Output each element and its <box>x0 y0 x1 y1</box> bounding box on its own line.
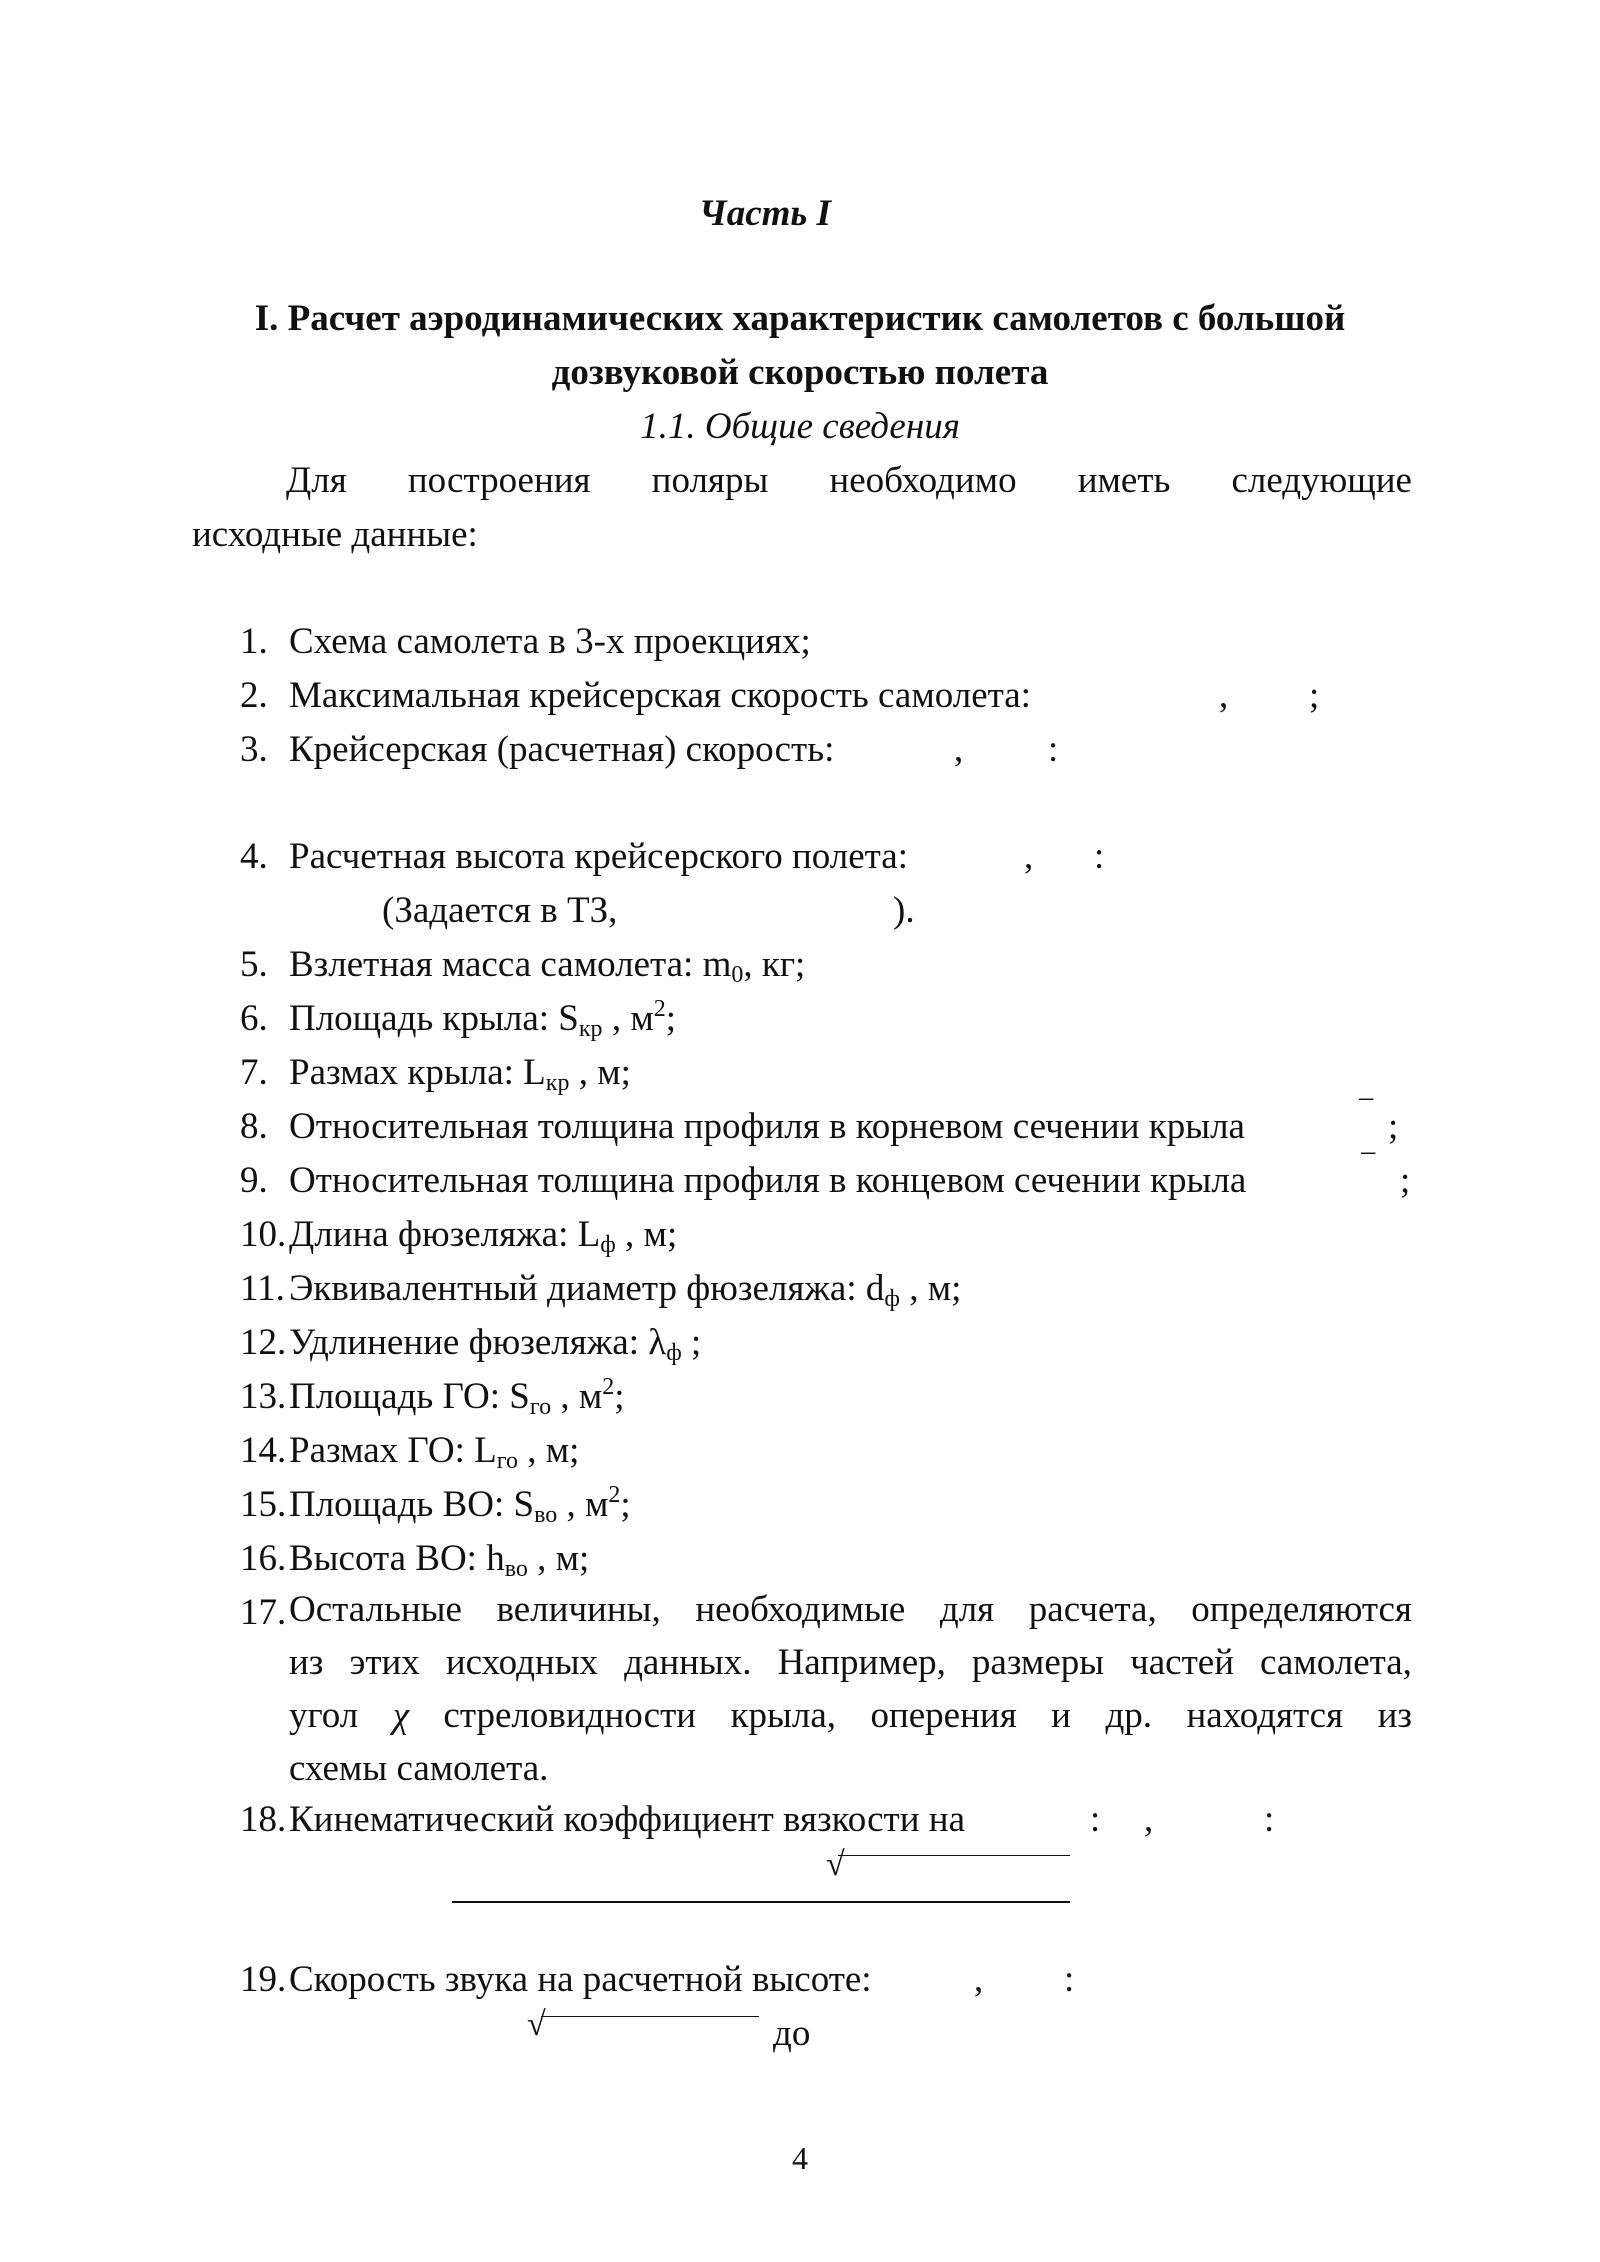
subscript: 0 <box>731 962 744 988</box>
list-number: 19. <box>240 1959 287 2000</box>
list-number: 7. <box>240 1052 268 1093</box>
list-paragraph <box>289 1583 1412 1795</box>
fraction-bar <box>452 1901 1070 1903</box>
subscript: кр <box>545 1070 570 1096</box>
subscript: ф <box>884 1286 900 1312</box>
word: угол <box>289 1695 359 1736</box>
subscript: во <box>504 1556 528 1582</box>
list-number: 6. <box>240 998 268 1039</box>
subscript: во <box>534 1502 558 1528</box>
word: и <box>1051 1695 1071 1736</box>
word: размеры <box>971 1642 1105 1683</box>
list-text-end: ; <box>665 998 677 1039</box>
list-text <box>289 1375 625 1418</box>
overline-mark: ‾ <box>1362 1150 1375 1191</box>
separator: , <box>1024 836 1034 877</box>
root-vinculum <box>838 1855 1070 1856</box>
list-text <box>289 997 676 1040</box>
word: Например, <box>777 1642 946 1683</box>
word: необходимые <box>695 1589 906 1630</box>
separator: , <box>974 1959 984 2000</box>
list-text: Относительная толщина профиля в корневом сечении крыла <box>289 1106 1245 1147</box>
list-text-tail: , м; <box>527 1538 590 1579</box>
word: стреловидности <box>443 1695 697 1736</box>
word: др. <box>1105 1695 1153 1736</box>
intro-word: поляры <box>651 460 769 501</box>
separator: , <box>1144 1799 1154 1840</box>
separator: : <box>1264 1799 1275 1840</box>
superscript: 2 <box>608 1482 621 1508</box>
list-number: 5. <box>240 944 268 985</box>
list-text <box>289 943 805 986</box>
list-text-end: ; <box>614 1376 625 1417</box>
list-text-tail: , м <box>602 998 654 1039</box>
page-number: 4 <box>792 2140 808 2176</box>
list-number: 15. <box>240 1484 287 1525</box>
list-number: 12. <box>240 1322 287 1363</box>
intro-line-1 <box>192 459 1412 502</box>
list-text-main: Площадь ВО: S <box>289 1484 535 1525</box>
sqrt-symbol: √ <box>826 1846 845 1883</box>
superscript: 2 <box>602 1374 615 1400</box>
list-text-tail: , м <box>551 1376 603 1417</box>
note-open: (Задается в ТЗ, <box>382 890 618 931</box>
word: величины, <box>496 1589 661 1630</box>
subscript: го <box>496 1448 518 1474</box>
word: оперения <box>870 1695 1017 1736</box>
intro-word: необходимо <box>829 460 1017 501</box>
list-number: 11. <box>240 1268 285 1309</box>
list-text-main: Площадь крыла: S <box>289 998 579 1039</box>
subscript: кр <box>578 1016 603 1042</box>
word: из <box>289 1642 324 1683</box>
subscript: го <box>529 1394 552 1420</box>
list-text-main: Высота ВО: h <box>289 1538 505 1579</box>
list-text: Расчетная высота крейсерского полета: <box>289 836 908 877</box>
intro-word: построения <box>407 460 591 501</box>
list-text: Крейсерская (расчетная) скорость: <box>289 729 835 770</box>
list-number: 9. <box>240 1160 268 1201</box>
list-text: Кинематический коэффициент вязкости на <box>289 1799 965 1840</box>
list-text-main: Эквивалентный диаметр фюзеляжа: d <box>289 1268 885 1309</box>
list-text <box>289 1429 579 1472</box>
section-title-line-1: I. Расчет аэродинамических характеристик самолетов с большой <box>254 298 1346 339</box>
separator: , <box>954 729 964 770</box>
list-text <box>289 1213 677 1256</box>
sqrt-symbol: √ <box>527 2006 546 2043</box>
word: из <box>1377 1695 1412 1736</box>
list-text-main: Взлетная масса самолета: m <box>289 944 732 985</box>
subscript: ф <box>600 1232 616 1258</box>
word: Остальные <box>289 1589 462 1630</box>
word: находятся <box>1186 1695 1344 1736</box>
paragraph-line <box>289 1583 1412 1636</box>
list-text <box>289 1051 631 1094</box>
list-text-main: Площадь ГО: S <box>289 1376 530 1417</box>
separator: : <box>1090 1799 1101 1840</box>
separator: , <box>1219 675 1229 716</box>
list-text-main: Размах ГО: L <box>289 1430 497 1471</box>
overline-mark: ‾ <box>1360 1096 1373 1137</box>
list-number: 14. <box>240 1430 287 1471</box>
list-number: 17. <box>240 1592 287 1633</box>
list-text <box>289 1267 961 1310</box>
intro-word: Для <box>286 460 347 501</box>
list-text-end: ; <box>620 1484 631 1525</box>
list-number: 16. <box>240 1538 287 1579</box>
subscript: ф <box>666 1340 682 1366</box>
intro-word: следующие <box>1231 460 1412 501</box>
word: расчета, <box>1028 1589 1157 1630</box>
list-text: Схема самолета в 3-х проекциях; <box>289 621 811 662</box>
paragraph-line <box>289 1689 1412 1742</box>
list-text-tail: , м; <box>569 1052 631 1093</box>
note-close: ). <box>893 890 915 931</box>
intro-word: иметь <box>1077 460 1171 501</box>
list-number: 13. <box>240 1376 287 1417</box>
list-text-main: Длина фюзеляжа: L <box>289 1214 601 1255</box>
list-text-end: ; <box>1400 1160 1411 1201</box>
word: крыла, <box>730 1695 836 1736</box>
list-text-end: ; <box>1388 1106 1399 1147</box>
list-text-tail: ; <box>681 1322 702 1363</box>
superscript: 2 <box>653 996 666 1022</box>
list-text: Относительная толщина профиля в концевом сечении крыла <box>289 1160 1247 1201</box>
word: исходных <box>445 1642 599 1683</box>
word: для <box>939 1589 995 1630</box>
word: определяются <box>1191 1589 1412 1630</box>
list-text <box>289 1483 631 1526</box>
section-title-line-2: дозвуковой скоростью полета <box>551 352 1049 393</box>
paragraph-line: схемы самолета. <box>289 1748 549 1789</box>
word: данных. <box>624 1642 752 1683</box>
intro-line-2: исходные данные: <box>192 514 478 555</box>
list-number: 10. <box>240 1214 287 1255</box>
list-number: 1. <box>240 621 268 662</box>
list-text-tail: , м; <box>899 1268 962 1309</box>
list-number: 18. <box>240 1799 287 1840</box>
part-title: Часть I <box>699 193 831 234</box>
word: самолета, <box>1260 1642 1412 1683</box>
root-vinculum <box>541 2016 759 2017</box>
separator: : <box>1048 729 1059 770</box>
subsection-title: 1.1. Общие сведения <box>640 406 960 447</box>
list-number: 8. <box>240 1106 268 1147</box>
formula-suffix: до <box>773 2013 811 2054</box>
separator: ; <box>1309 675 1320 716</box>
list-number: 3. <box>240 729 268 770</box>
list-text-tail: , кг; <box>743 944 806 985</box>
list-number: 2. <box>240 675 268 716</box>
list-text-main: Размах крыла: L <box>289 1052 546 1093</box>
list-text-tail: , м; <box>615 1214 678 1255</box>
word: частей <box>1130 1642 1235 1683</box>
separator: : <box>1064 1959 1075 2000</box>
list-number: 4. <box>240 836 268 877</box>
word: χ <box>392 1695 409 1736</box>
list-text <box>289 1321 701 1364</box>
list-text <box>289 1537 589 1580</box>
list-text: Максимальная крейсерская скорость самолета: <box>289 675 1031 716</box>
list-text-main: Удлинение фюзеляжа: λ <box>289 1322 667 1363</box>
list-text-tail: , м; <box>518 1430 580 1471</box>
paragraph-line <box>289 1636 1412 1689</box>
word: этих <box>349 1642 420 1683</box>
list-text-tail: , м <box>557 1484 609 1525</box>
list-text: Скорость звука на расчетной высоте: <box>289 1959 872 2000</box>
separator: : <box>1094 836 1105 877</box>
